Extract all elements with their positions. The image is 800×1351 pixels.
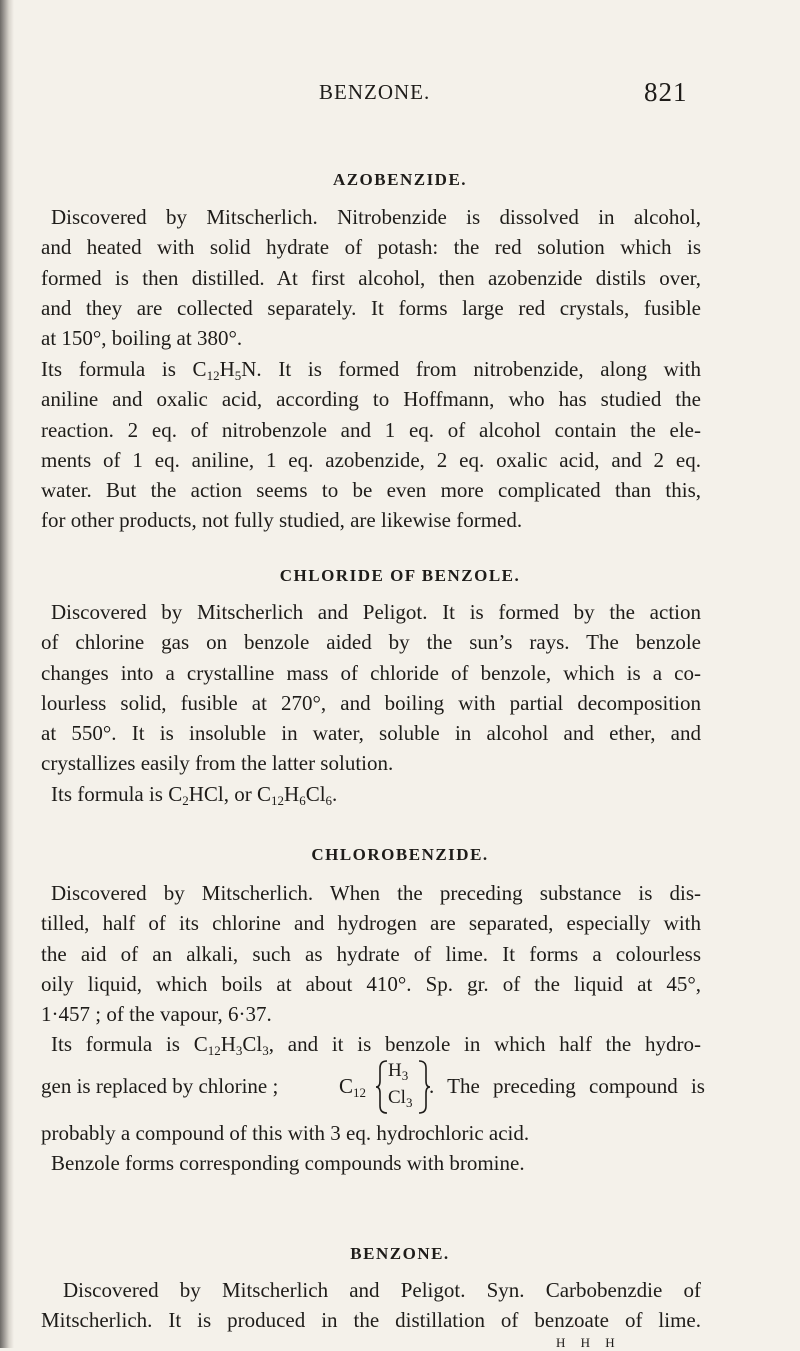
section-heading-chlorobenzide: CHLOROBENZIDE. bbox=[311, 845, 489, 864]
text-fragment: Its formula is C bbox=[51, 781, 183, 806]
subscript: 3 bbox=[235, 1043, 243, 1059]
left-brace-icon bbox=[375, 1059, 389, 1115]
text-line: Discovered by Mitscherlich. When the preceding substance is dis- bbox=[51, 881, 701, 905]
text-line: Benzole forms corresponding compounds with bromine. bbox=[51, 1151, 525, 1176]
text-line: at 550°. It is insoluble in water, soluble in alcohol and ether, and bbox=[41, 721, 701, 746]
text-line: reaction. 2 eq. of nitrobenzole and 1 eq. of alcohol contain the ele- bbox=[41, 417, 701, 442]
text-line: at 150°, boiling at 380°. bbox=[41, 326, 243, 351]
subscript: 12 bbox=[353, 1085, 367, 1100]
subscript: 6 bbox=[325, 792, 333, 808]
text-line: of chlorine gas on benzole aided by the sun’s rays. The benzole bbox=[41, 630, 701, 655]
text-fragment: . The preceding compound is bbox=[429, 1074, 705, 1098]
text-line: 1·457 ; of the vapour, 6·37. bbox=[41, 1002, 272, 1027]
paragraph-azobenzide-discovery bbox=[41, 202, 701, 353]
section-heading-benzone: BENZONE. bbox=[350, 1244, 450, 1263]
section-heading-chloride-of-benzole: CHLORIDE OF BENZOLE. bbox=[279, 566, 521, 585]
paragraph-benzone bbox=[41, 1275, 701, 1336]
brace-formula-line bbox=[41, 1059, 705, 1115]
text-fragment: H bbox=[388, 1060, 402, 1081]
text-line: Discovered by Mitscherlich and Peligot. Syn. Carbobenzdie of bbox=[63, 1278, 701, 1302]
text-line: ments of 1 eq. aniline, 1 eq. azobenzide, 2 eq. oxalic acid, and 2 eq. bbox=[41, 447, 701, 472]
text-line: the aid of an alkali, such as hydrate of lime. It forms a colourless bbox=[41, 941, 701, 966]
page-number: 821 bbox=[644, 77, 688, 107]
text-fragment: Cl bbox=[242, 1032, 263, 1057]
text-line: changes into a crystalline mass of chloride of benzole, which is a co- bbox=[41, 660, 701, 685]
text-line: Mitscherlich. It is produced in the distillation of benzoate of lime. bbox=[41, 1308, 701, 1333]
subscript: 12 bbox=[206, 368, 220, 383]
text-line: probably a compound of this with 3 eq. hydrochloric acid. bbox=[41, 1121, 530, 1145]
paragraph-chlorobenzide-discovery bbox=[41, 878, 701, 1060]
subscript: 2 bbox=[182, 792, 189, 808]
text-line: Discovered by Mitscherlich and Peligot. It is formed by the action bbox=[51, 600, 701, 624]
text-fragment: gen is replaced by chlorine ; bbox=[41, 1074, 279, 1098]
brace-bottom bbox=[388, 1087, 412, 1109]
subscript: 3 bbox=[405, 1095, 413, 1110]
paragraph-azobenzide-formula bbox=[41, 354, 701, 536]
text-fragment: Cl bbox=[388, 1087, 406, 1108]
paragraph-chloride-discovery bbox=[41, 597, 701, 809]
text-line: tilled, half of its chlorine and hydrogen are separated, especially with bbox=[41, 911, 701, 936]
text-line: formed is then distilled. At first alcohol, then azobenzide distils over, bbox=[41, 265, 701, 290]
text-line: oily liquid, which boils at about 410°. Sp. gr. of the liquid at 45°, bbox=[41, 971, 701, 996]
brace-top bbox=[388, 1060, 408, 1082]
formula-line bbox=[41, 1029, 701, 1059]
text-line: crystallizes easily from the latter solution. bbox=[41, 751, 394, 776]
subscript: 3 bbox=[262, 1043, 269, 1059]
binding-shadow bbox=[0, 0, 14, 1348]
text-fragment: , and it is benzole in which half the hydro- bbox=[268, 1032, 701, 1057]
formula-line bbox=[41, 354, 701, 384]
text-line: and heated with solid hydrate of potash: the red solution which is bbox=[41, 235, 701, 260]
text-line: aniline and oxalic acid, according to Hoffmann, who has studied the bbox=[41, 387, 701, 412]
signature-mark: H H H bbox=[556, 1335, 621, 1350]
running-head bbox=[0, 77, 800, 110]
text-fragment: . bbox=[332, 781, 338, 806]
text-line: for other products, not fully studied, are likewise formed. bbox=[41, 508, 523, 533]
paragraph-chlorobenzide-end bbox=[41, 1118, 701, 1179]
text-fragment: HCl, or C bbox=[188, 781, 272, 806]
subscript: 12 bbox=[207, 1043, 221, 1059]
text-fragment: C bbox=[339, 1074, 354, 1098]
text-fragment: Its formula is C bbox=[41, 357, 207, 381]
text-line: lourless solid, fusible at 270°, and boiling with partial decomposition bbox=[41, 690, 701, 715]
text-line: and they are collected separately. It forms large red crystals, fusible bbox=[41, 295, 701, 320]
subscript: 5 bbox=[234, 368, 242, 383]
text-fragment: H bbox=[284, 781, 300, 806]
brace-base bbox=[339, 1074, 366, 1099]
section-heading-azobenzide: AZOBENZIDE. bbox=[332, 170, 468, 189]
text-fragment: H bbox=[219, 357, 235, 381]
text-line: Discovered by Mitscherlich. Nitrobenzide is dissolved in alcohol, bbox=[51, 205, 701, 229]
text-fragment: H bbox=[220, 1032, 236, 1057]
formula-line bbox=[41, 779, 701, 809]
subscript: 12 bbox=[271, 792, 285, 808]
running-title: BENZONE. bbox=[319, 80, 431, 104]
text-fragment: Its formula is C bbox=[51, 1032, 208, 1057]
subscript: 3 bbox=[401, 1068, 409, 1083]
subscript: 6 bbox=[299, 792, 306, 808]
text-fragment: N. It is formed from nitrobenzide, along with bbox=[241, 357, 701, 381]
text-fragment: Cl bbox=[305, 781, 326, 806]
text-line: water. But the action seems to be even more complicated than this, bbox=[41, 478, 701, 503]
